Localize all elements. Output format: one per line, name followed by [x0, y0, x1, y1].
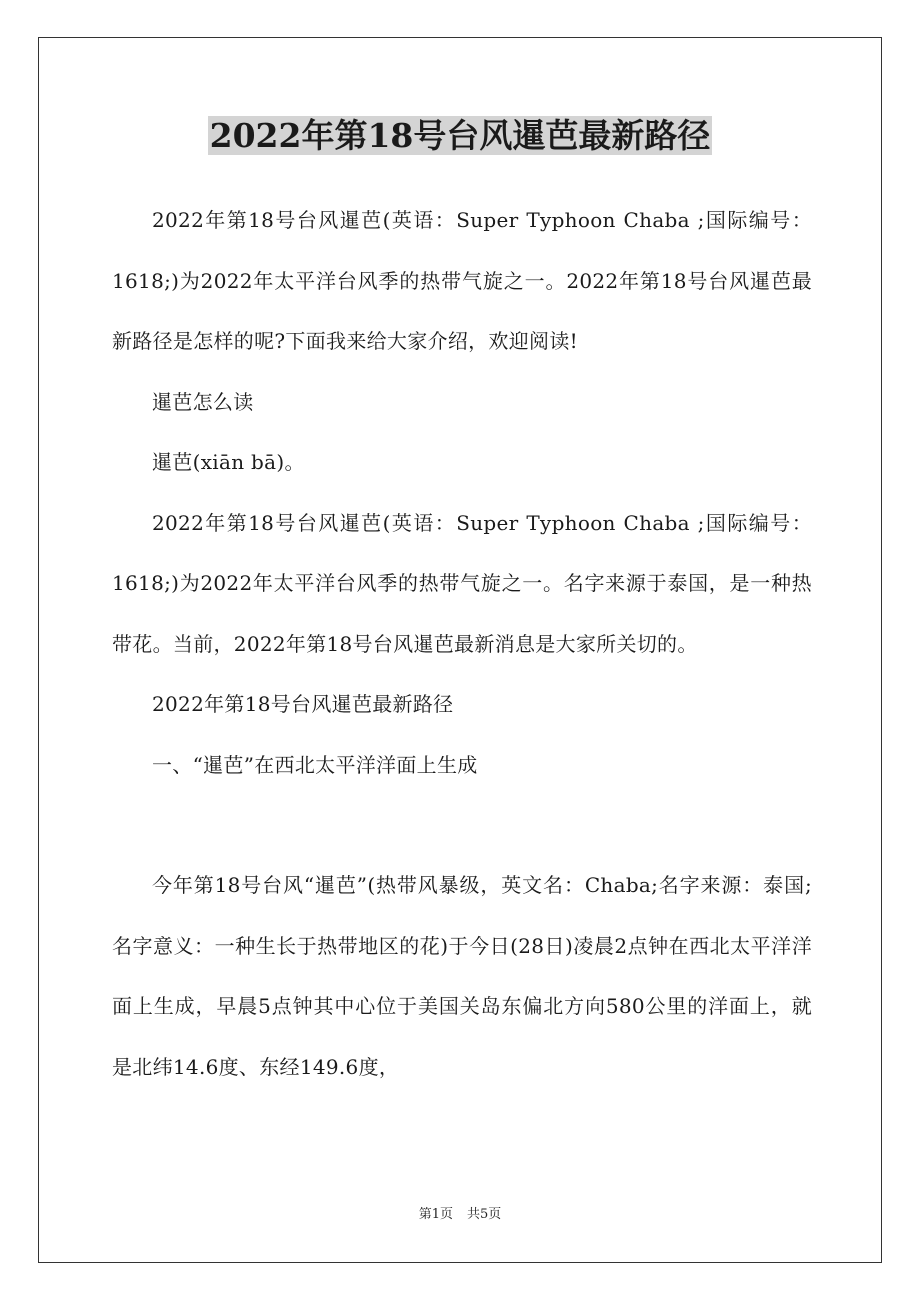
paragraph-heading-pronunciation: 暹芭怎么读 [152, 389, 254, 414]
paragraph-formation-details: 今年第18号台风“暹芭”(热带风暴级，英文名：Chaba;名字来源：泰国;名字意义：一种生长于热带地区的花)于今日(28日)凌晨2点钟在西北太平洋洋面上生成，早晨5点钟其中心位于美国关岛东偏北方向580公里的洋面上，就是北纬14.6度、东经149.6度， [112, 873, 812, 1079]
page-total: 共5页 [467, 1207, 502, 1222]
paragraph-section-one-heading: 一、“暹芭”在西北太平洋洋面上生成 [152, 752, 478, 777]
document-title-text: 2022年第18号台风暹芭最新路径 [209, 116, 711, 155]
paragraph-pronunciation: 暹芭(xiān bā)。 [152, 450, 305, 474]
page-number: 第1页 [418, 1207, 453, 1222]
page-footer [0, 1206, 920, 1224]
paragraph-name-origin: 2022年第18号台风暹芭(英语：Super Typhoon Chaba ;国际编号：1618;)为2022年太平洋台风季的热带气旋之一。名字来源于泰国，是一种热带花。当前，2022年第18号台风暹芭最新消息是大家所关切的。 [112, 510, 812, 656]
paragraph-intro: 2022年第18号台风暹芭(英语：Super Typhoon Chaba ;国际编号：1618;)为2022年太平洋台风季的热带气旋之一。2022年第18号台风暹芭最新路径是怎样的呢?下面我来给大家介绍，欢迎阅读! [112, 208, 812, 353]
paragraph-heading-path: 2022年第18号台风暹芭最新路径 [152, 692, 454, 716]
document-body [112, 190, 812, 1097]
document-title [0, 116, 920, 156]
